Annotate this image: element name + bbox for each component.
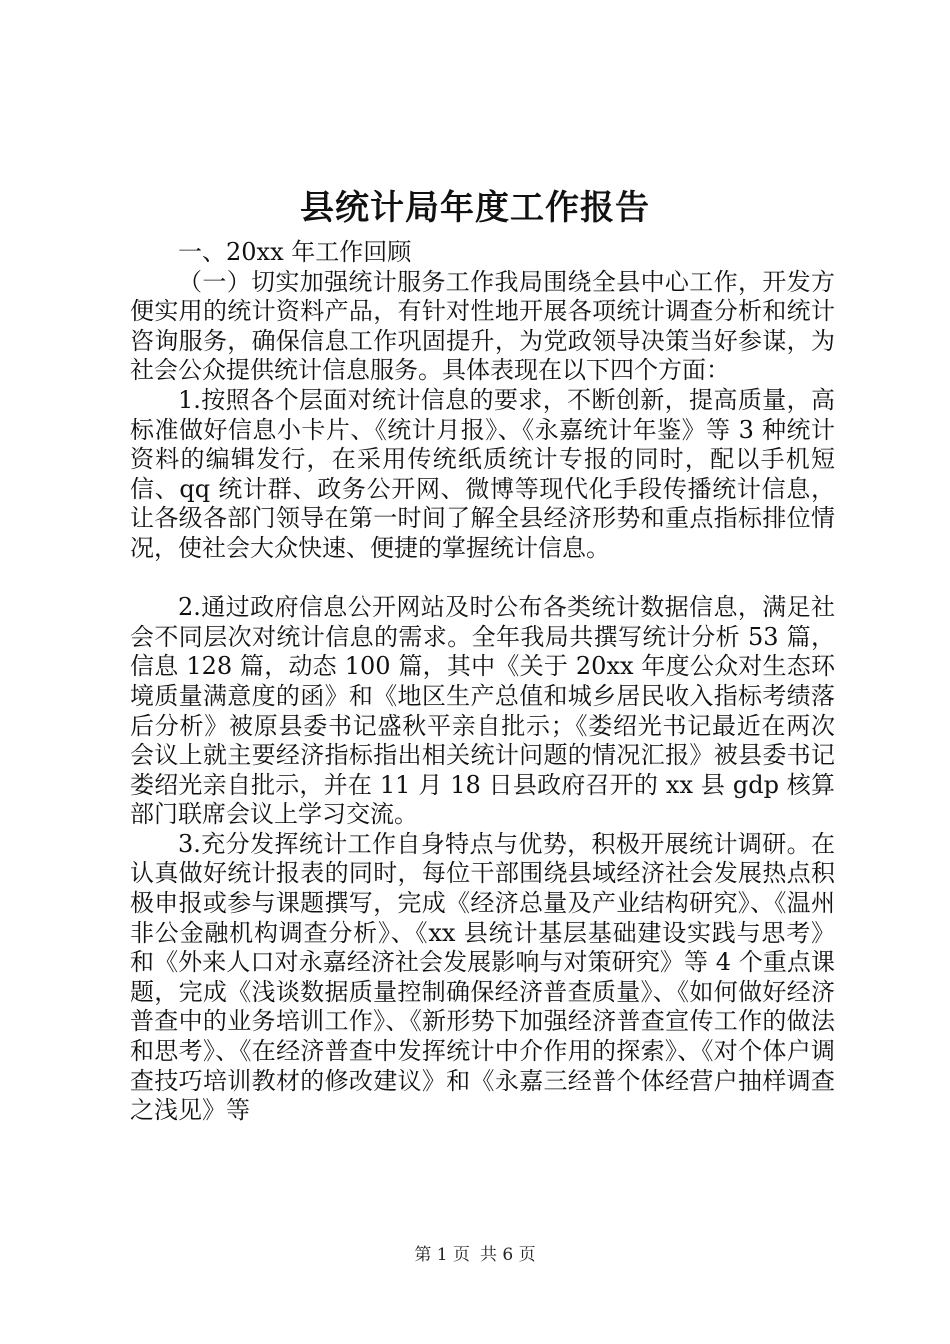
document-body (130, 238, 835, 1126)
paragraph-item-1: 1.按照各个层面对统计信息的要求，不断创新，提高质量，高标准做好信息小卡片、《统计月报》、《永嘉统计年鉴》等 3 种统计资料的编辑发行，在采用传统纸质统计专报的同时，配以手机短信、qq 统计群、政务公开网、微博等现代化手段传播统计信息，让各级各部门领导在第一时间了解全县经济形势和重点指标排位情况，使社会大众快速、便捷的掌握统计信息。 (130, 385, 835, 562)
document-title: 县统计局年度工作报告 (300, 188, 650, 228)
section-heading: 一、20xx 年工作回顾 (178, 238, 412, 266)
paragraph-item-3: 3.充分发挥统计工作自身特点与优势，积极开展统计调研。在认真做好统计报表的同时，每位干部围绕县域经济社会发展热点积极申报或参与课题撰写，完成《经济总量及产业结构研究》、《温州非公金融机构调查分析》、《xx 县统计基层基础建设实践与思考》和《外来人口对永嘉经济社会发展影响与对策研究》等 4 个重点课题，完成《浅谈数据质量控制确保经济普查质量》、《如何做好经济普查中的业务培训工作》、《新形势下加强经济普查宣传工作的做法和思考》、《在经济普查中发挥统计中介作用的探索》、《对个体户调查技巧培训教材的修改建议》和《永嘉三经普个体经营户抽样调查之浅见》等 (130, 829, 835, 1125)
paragraph-intro: （一）切实加强统计服务工作我局围绕全县中心工作，开发方便实用的统计资料产品，有针对性地开展各项统计调查分析和统计咨询服务，确保信息工作巩固提升，为党政领导决策当好参谋，为社会公众提供统计信息服务。具体表现在以下四个方面： (130, 267, 835, 385)
page-footer (0, 1243, 950, 1267)
page-number: 第 1 页 (414, 1245, 470, 1265)
page-total: 共 6 页 (480, 1245, 536, 1265)
paragraph-item-2: 2.通过政府信息公开网站及时公布各类统计数据信息，满足社会不同层次对统计信息的需求。全年我局共撰写统计分析 53 篇，信息 128 篇，动态 100 篇，其中《关于 20xx 年度公众对生态环境质量满意度的函》和《地区生产总值和城乡居民收入指标考绩落后分析》被原县委书记盛秋平亲自批示；《娄绍光书记最近在两次会议上就主要经济指标指出相关统计问题的情况汇报》被县委书记娄绍光亲自批示，并在 11 月 18 日县政府召开的 xx 县 gdp 核算部门联席会议上学习交流。 (130, 593, 835, 829)
